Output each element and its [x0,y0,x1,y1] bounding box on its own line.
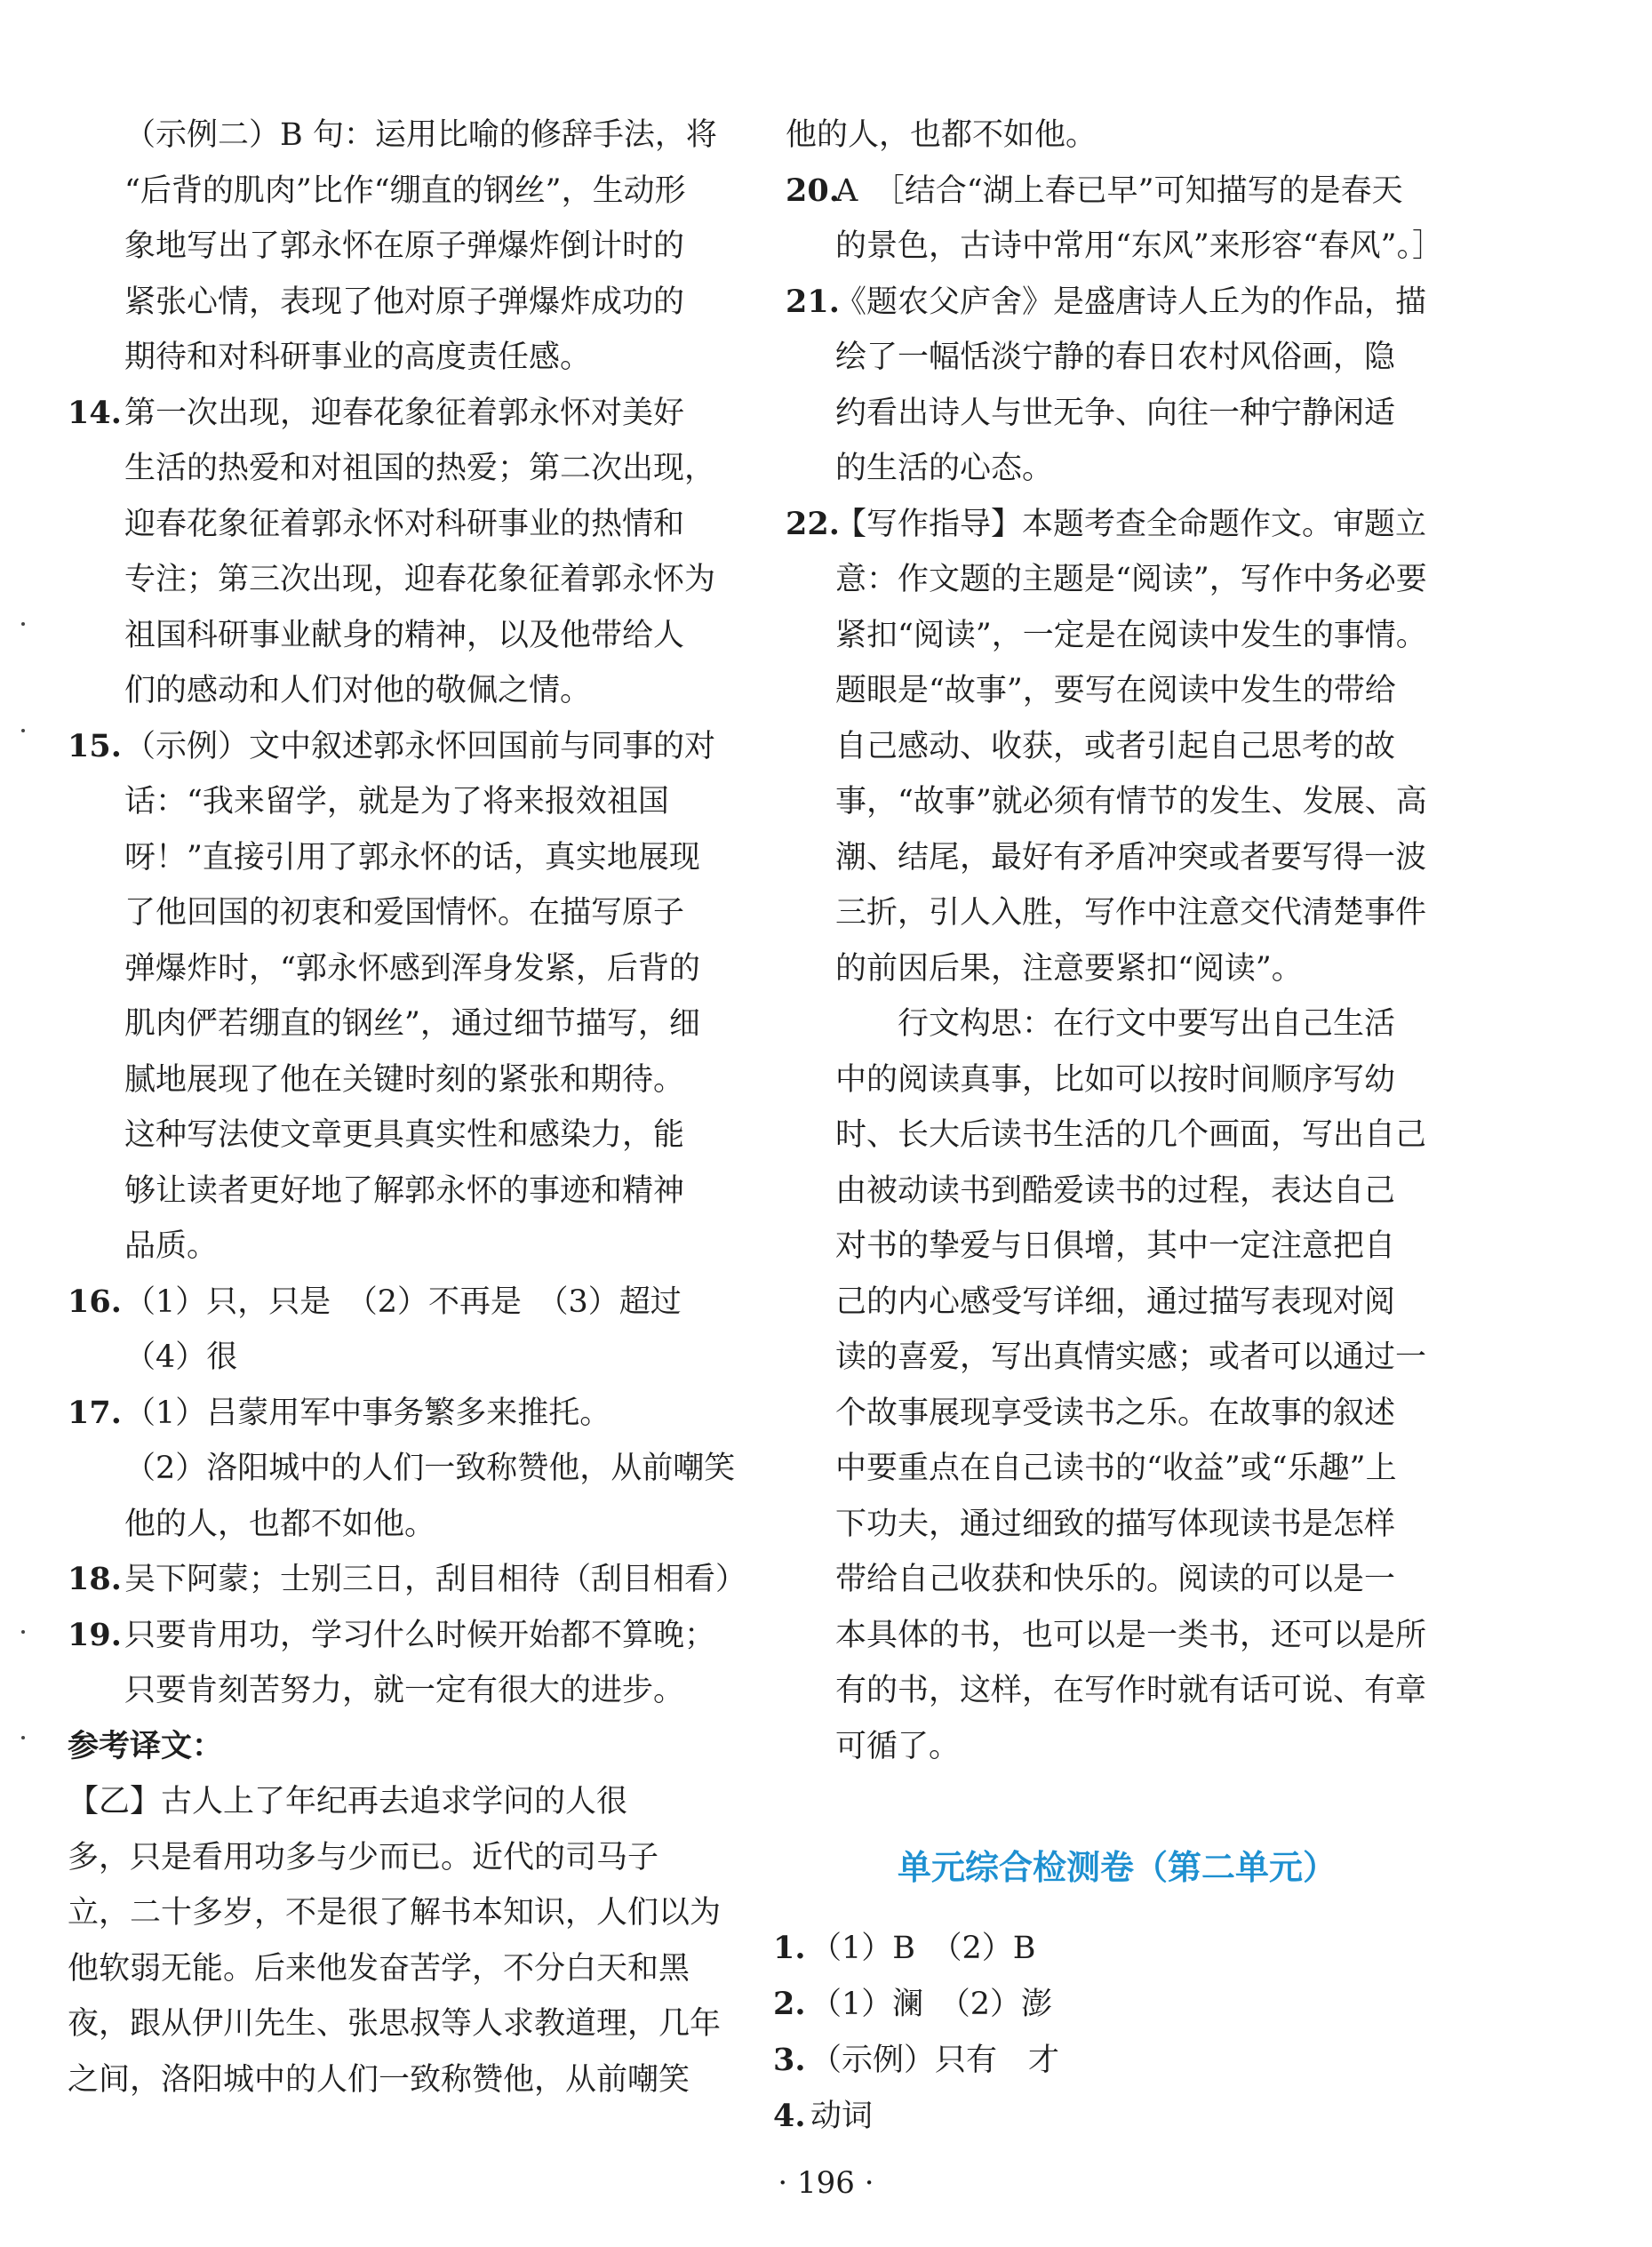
margin-mark [21,729,25,732]
answer-line: 中要重点在自己读书的“收益”或“乐趣”上 [835,1451,1397,1486]
answer-line: 他的人，也都不如他。 [124,1506,436,1542]
answer-line: 够让读者更好地了解郭永怀的事迹和精神 [124,1172,685,1209]
item-number: 1. [773,1930,806,1966]
answer-line: （4）很 [124,1339,238,1375]
item-number: 16. [68,1283,122,1320]
item-number: 15. [68,727,122,764]
answer-line: 的景色，古诗中常用“东风”来形容“春风”。］ [835,228,1444,264]
answer-line: 时、长大后读书生活的几个画面，写出自己 [835,1117,1427,1153]
margin-mark [21,1630,25,1634]
answer-line: 己的内心感受写详细，通过描写表现对阅 [835,1283,1396,1320]
item-number: 3. [773,2042,806,2078]
answer-line: 紧张心情，表现了他对原子弹爆炸成功的 [124,284,685,320]
answer-line: 肌肉俨若绷直的钢丝”，通过细节描写，细 [124,1006,700,1042]
answer-line: 意：作文题的主题是“阅读”，写作中务必要 [835,562,1427,597]
answer-line: 潮、结尾，最好有矛盾冲突或者要写得一波 [835,839,1427,876]
answer-line: 紧扣“阅读”，一定是在阅读中发生的事情。 [835,617,1427,653]
answer-line: 祖国科研事业献身的精神，以及他带给人 [124,617,685,653]
margin-mark [21,622,25,626]
answer-line: （示例）文中叙述郭永怀回国前与同事的对 [124,728,716,764]
answer-line: 象地写出了郭永怀在原子弹爆炸倒计时的 [124,228,685,264]
answer-line: 【写作指导】本题考查全命题作文。审题立 [835,506,1427,542]
answer-line: 品质。 [124,1228,219,1264]
answer-line: 《题农父庐舍》是盛唐诗人丘为的作品，描 [835,284,1427,320]
answer-line: 个故事展现享受读书之乐。在故事的叙述 [835,1395,1396,1431]
answer-line: 腻地展现了他在关键时刻的紧张和期待。 [124,1061,685,1098]
answer-line: （1）澜 （2）澎 [810,1987,1053,2022]
item-number: 20. [786,172,840,209]
answer-line: 了他回国的初衷和爱国情怀。在描写原子 [124,895,685,931]
answer-line: 中的阅读真事，比如可以按时间顺序写幼 [835,1061,1396,1098]
answer-line: A ［结合“湖上春已早”可知描写的是春天 [835,172,1403,209]
answer-line: 的生活的心态。 [835,451,1054,486]
translation-line: 夜，跟从伊川先生、张思叔等人求教道理，几年 [68,2006,722,2042]
answer-line: 本具体的书，也可以是一类书，还可以是所 [835,1617,1427,1653]
answer-line: 事，“故事”就必须有情节的发生、发展、高 [835,784,1427,820]
translation-line: 之间，洛阳城中的人们一致称赞他，从前嘲笑 [68,2061,690,2098]
answer-line: 题眼是“故事”，要写在阅读中发生的带给 [835,673,1396,708]
answer-line: 只要肯刻苦努力，就一定有很大的进步。 [124,1673,685,1708]
answer-line: 话：“我来留学，就是为了将来报效祖国 [124,784,669,820]
item-number: 17. [68,1394,122,1431]
section-title: 单元综合检测卷（第二单元） [898,1848,1337,1887]
answer-line: 专注；第三次出现，迎春花象征着郭永怀为 [124,562,716,597]
answer-line: 生活的热爱和对祖国的热爱；第二次出现， [124,451,716,486]
answer-line: 第一次出现，迎春花象征着郭永怀对美好 [124,395,685,431]
answer-line: （2）洛阳城中的人们一致称赞他，从前嘲笑 [124,1451,736,1486]
item-number: 4. [773,2098,806,2134]
answer-line: 下功夫，通过细致的描写体现读书是怎样 [835,1506,1396,1542]
translation-line: 多，只是看用功多与少而已。近代的司马子 [68,1839,659,1875]
answer-line: 读的喜爱，写出真情实感；或者可以通过一 [835,1339,1427,1375]
answer-line: （示例）只有 才 [810,2043,1060,2078]
answer-line: （1）B （2）B [810,1931,1036,1966]
answer-line: “后背的肌肉”比作“绷直的钢丝”，生动形 [124,172,686,209]
reference-label: 参考译文： [68,1727,224,1764]
answer-line: 们的感动和人们对他的敬佩之情。 [124,673,592,708]
translation-line: 【乙】古人上了年纪再去追求学问的人很 [68,1784,628,1819]
answer-line: 只要肯用功，学习什么时候开始都不算晚； [124,1617,716,1653]
answer-line: （示例二）B 句：运用比喻的修辞手法，将 [124,117,717,153]
answer-line: 这种写法使文章更具真实性和感染力，能 [124,1117,685,1153]
answer-line: 对书的挚爱与日俱增，其中一定注意把自 [835,1228,1396,1264]
answer-line: 动词 [810,2099,874,2134]
item-number: 18. [68,1561,122,1597]
answer-line: 由被动读书到酷爱读书的过程，表达自己 [835,1172,1396,1209]
answer-line: （1）只，只是 （2）不再是 （3）超过 [124,1283,682,1320]
item-number: 19. [68,1616,122,1653]
item-number: 22. [786,505,840,542]
answer-line: （1）吕蒙用军中事务繁多来推托。 [124,1395,611,1431]
answer-line: 的前因后果，注意要紧扣“阅读”。 [835,950,1303,987]
answer-line: 期待和对科研事业的高度责任感。 [124,340,592,375]
answer-line: 自己感动、收获，或者引起自己思考的故 [835,728,1396,764]
answer-line: 行文构思：在行文中要写出自己生活 [835,1006,1396,1042]
answer-line: 吴下阿蒙；士别三日，刮目相待（刮目相看） [124,1562,747,1597]
translation-line: 立，二十多岁，不是很了解书本知识，人们以为 [68,1895,722,1931]
item-number: 2. [773,1986,806,2022]
translation-line: 他软弱无能。后来他发奋苦学，不分白天和黑 [68,1950,690,1987]
answer-line: 可循了。 [835,1728,961,1764]
answer-line: 有的书，这样，在写作时就有话可说、有章 [835,1673,1427,1708]
answer-line: 绘了一幅恬淡宁静的春日农村风俗画，隐 [835,340,1396,375]
answer-line: 三折，引人入胜，写作中注意交代清楚事件 [835,895,1427,931]
answer-line: 弹爆炸时，“郭永怀感到浑身发紧，后背的 [124,950,700,987]
answer-line: 带给自己收获和快乐的。阅读的可以是一 [835,1562,1396,1597]
answer-line: 呀！”直接引用了郭永怀的话，真实地展现 [124,839,700,876]
answer-line: 迎春花象征着郭永怀对科研事业的热情和 [124,506,685,542]
answer-line: 约看出诗人与世无争、向往一种宁静闲适 [835,395,1396,431]
item-number: 21. [786,283,840,320]
item-number: 14. [68,394,122,431]
page-number: · 196 · [778,2165,874,2201]
margin-mark [21,1736,25,1739]
answer-line: 他的人，也都不如他。 [786,117,1097,153]
